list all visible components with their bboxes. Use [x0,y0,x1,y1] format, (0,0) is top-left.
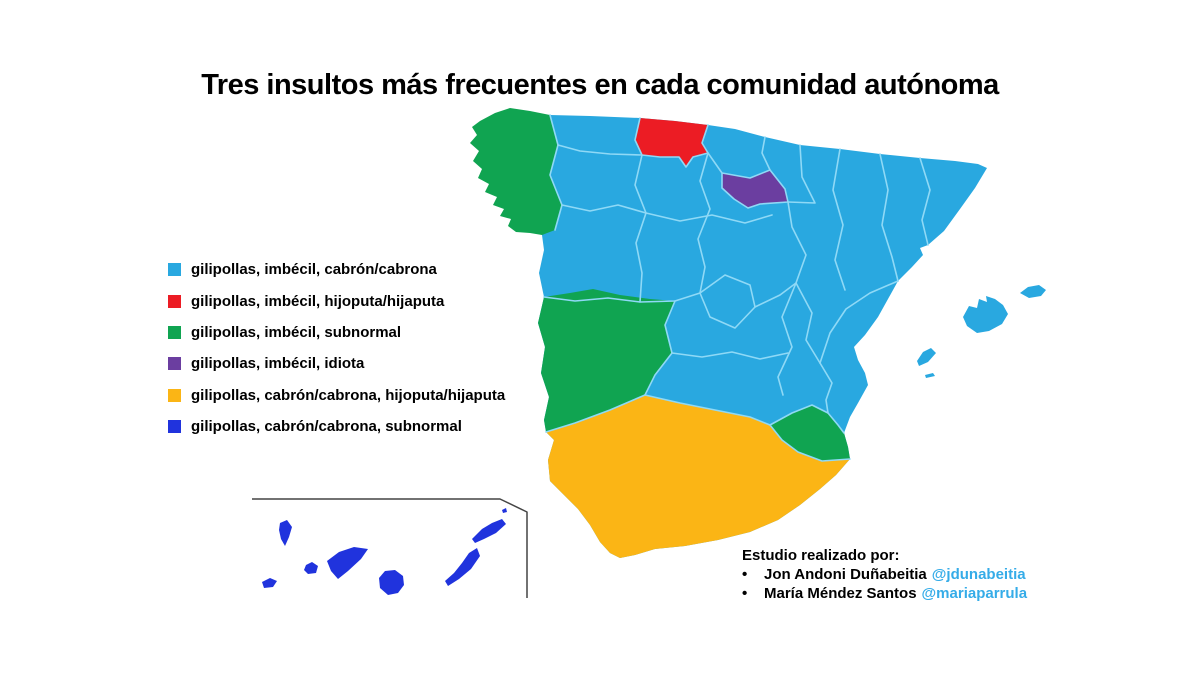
spain-map [450,85,1070,575]
legend-swatch-purple [168,357,181,370]
legend-label: gilipollas, imbécil, idiota [191,355,365,373]
legend-label: gilipollas, imbécil, cabrón/cabrona [191,261,437,279]
credits [742,546,1027,603]
legend-swatch-dark-blue [168,420,181,433]
island-tenerife [327,547,368,579]
bullet: • [742,585,748,602]
bullet: • [742,566,748,583]
credit-author [742,584,1027,603]
legend-swatch-light-blue [168,263,181,276]
credit-author [742,565,1027,584]
legend-label: gilipollas, imbécil, subnormal [191,323,402,341]
page-title: Tres insultos más frecuentes en cada comunidad autónoma [201,69,999,102]
legend-label: gilipollas, cabrón/cabrona, subnormal [191,418,462,436]
island-lanzarote [472,519,506,543]
legend-label: gilipollas, imbécil, hijoputa/hijaputa [191,292,445,310]
island-gran-canaria [379,570,404,595]
legend-swatch-yellow [168,389,181,402]
island-la-palma [279,520,292,546]
canary-islands-inset [240,490,540,610]
author-name: Jon Andoni Duñabeitia [764,566,927,583]
author-handle-link[interactable]: @mariaparrula [921,585,1028,602]
region-galicia [470,108,562,235]
author-handle-link[interactable]: @jdunabeitia [931,566,1026,583]
island-la-gomera [304,562,318,574]
legend-swatch-green [168,326,181,339]
legend-label: gilipollas, cabrón/cabrona, hijoputa/hijaputa [191,386,506,404]
island-el-hierro [262,578,277,588]
region-islas-baleares [917,285,1046,378]
island-islet [502,508,507,513]
island-fuerteventura [445,548,480,586]
author-name: María Méndez Santos [764,585,917,602]
credits-heading: Estudio realizado por: [742,547,900,564]
legend-swatch-red [168,295,181,308]
region-islas-canarias [262,508,507,595]
